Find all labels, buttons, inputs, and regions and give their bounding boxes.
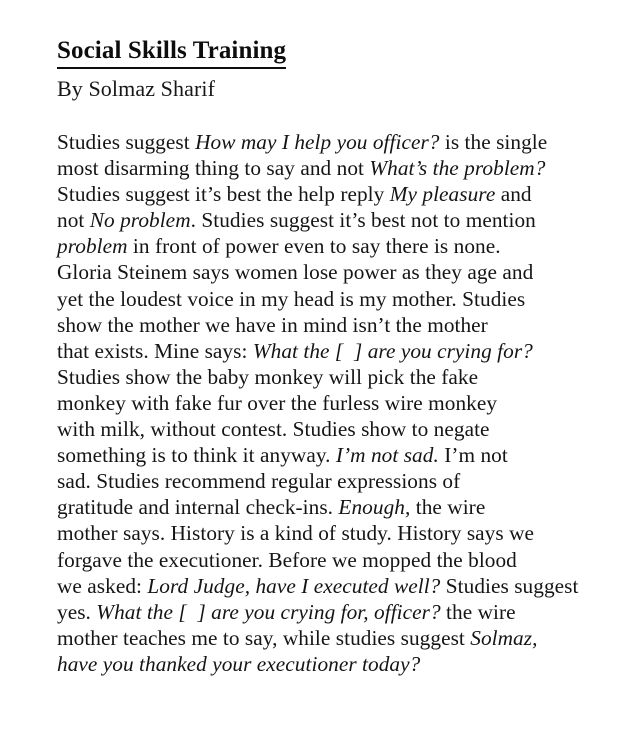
poem-line <box>57 155 610 181</box>
poem-text-roman: that exists. Mine says: <box>57 338 253 363</box>
poem-line <box>57 129 610 155</box>
page-title: Social Skills Training <box>57 36 286 69</box>
poem-text-italic: My pleasure <box>389 182 496 207</box>
poem-text-roman: gratitude and internal check-ins. <box>57 495 339 520</box>
poem-line <box>57 442 610 468</box>
poem-text-roman: . Studies suggest it’s best not to mention <box>190 208 536 233</box>
poem-text-roman: mother says. History is a kind of study. History says we <box>57 521 535 546</box>
poem-text-roman: sad. Studies recommend regular expressions of <box>57 469 461 494</box>
poem-line <box>57 651 610 677</box>
poem-line <box>57 625 610 651</box>
poem-text-italic: problem <box>57 234 128 259</box>
poem-body <box>57 129 610 677</box>
poem-text-roman: not <box>57 208 90 233</box>
poem-line <box>57 181 610 207</box>
poem-text-roman: I’m not <box>438 443 508 468</box>
poem-text-roman: the wire <box>440 599 516 624</box>
poem-text-italic: How may I help you officer? <box>195 130 440 154</box>
poem-text-italic: Lord Judge, have I executed well? <box>147 573 441 598</box>
poem-text-italic: Enough, <box>338 495 411 520</box>
poem-text-italic: No problem <box>89 208 191 233</box>
poem-line <box>57 364 610 390</box>
poem-line <box>57 233 610 259</box>
poem-line <box>57 312 610 338</box>
author-byline: By Solmaz Sharif <box>57 76 216 101</box>
poem-text-roman: is the single <box>439 130 548 154</box>
poem-line <box>57 338 610 364</box>
poem-text-italic: Solmaz, <box>470 625 538 650</box>
poem-text-roman: yes. <box>57 599 97 624</box>
poem-line <box>57 259 610 285</box>
poem-line <box>57 599 610 625</box>
title-block <box>57 36 610 69</box>
poem-text-roman: monkey with fake fur over the furless wire monkey <box>57 390 498 415</box>
poem-text-italic: have you thanked your executioner today? <box>57 651 421 676</box>
poem-text-roman: forgave the executioner. Before we mopped the blood <box>57 547 517 572</box>
poem-line <box>57 390 610 416</box>
poem-line <box>57 207 610 233</box>
poem-text-roman: Studies show the baby monkey will pick the fake <box>57 364 479 389</box>
poem-line <box>57 573 610 599</box>
poem-text-roman: in front of power even to say there is none. <box>127 234 501 259</box>
poem-line <box>57 547 610 573</box>
poem-text-roman: most disarming thing to say and not <box>57 156 370 181</box>
poem-line <box>57 468 610 494</box>
poem-text-italic: What the [ ] are you crying for? <box>252 338 533 363</box>
poem-line <box>57 494 610 520</box>
poem-text-roman: show the mother we have in mind isn’t the mother <box>57 312 488 337</box>
poem-line <box>57 286 610 312</box>
poem-text-roman: Studies suggest it’s best the help reply <box>57 182 390 207</box>
poem-text-roman: Studies suggest <box>57 130 196 154</box>
poem-text-roman: mother teaches me to say, while studies suggest <box>57 625 471 650</box>
poem-text-italic: I’m not sad. <box>335 443 439 468</box>
poem-line <box>57 416 610 442</box>
poem-line <box>57 520 610 546</box>
poem-text-italic: What the [ ] are you crying for, officer? <box>96 599 441 624</box>
poem-text-roman: something is to think it anyway. <box>57 443 336 468</box>
poem-text-roman: with milk, without contest. Studies show to negate <box>57 417 490 442</box>
byline-block <box>57 76 610 102</box>
poem-text-roman: Studies suggest <box>440 573 579 598</box>
poem-text-italic: What’s the problem? <box>369 156 546 181</box>
poem-text-roman: Gloria Steinem says women lose power as they age and <box>57 260 534 285</box>
poem-text-roman: yet the loudest voice in my head is my mother. Studies <box>57 286 526 311</box>
poem-text-roman: and <box>495 182 532 207</box>
poem-text-roman: the wire <box>410 495 486 520</box>
poem-text-roman: we asked: <box>57 573 148 598</box>
